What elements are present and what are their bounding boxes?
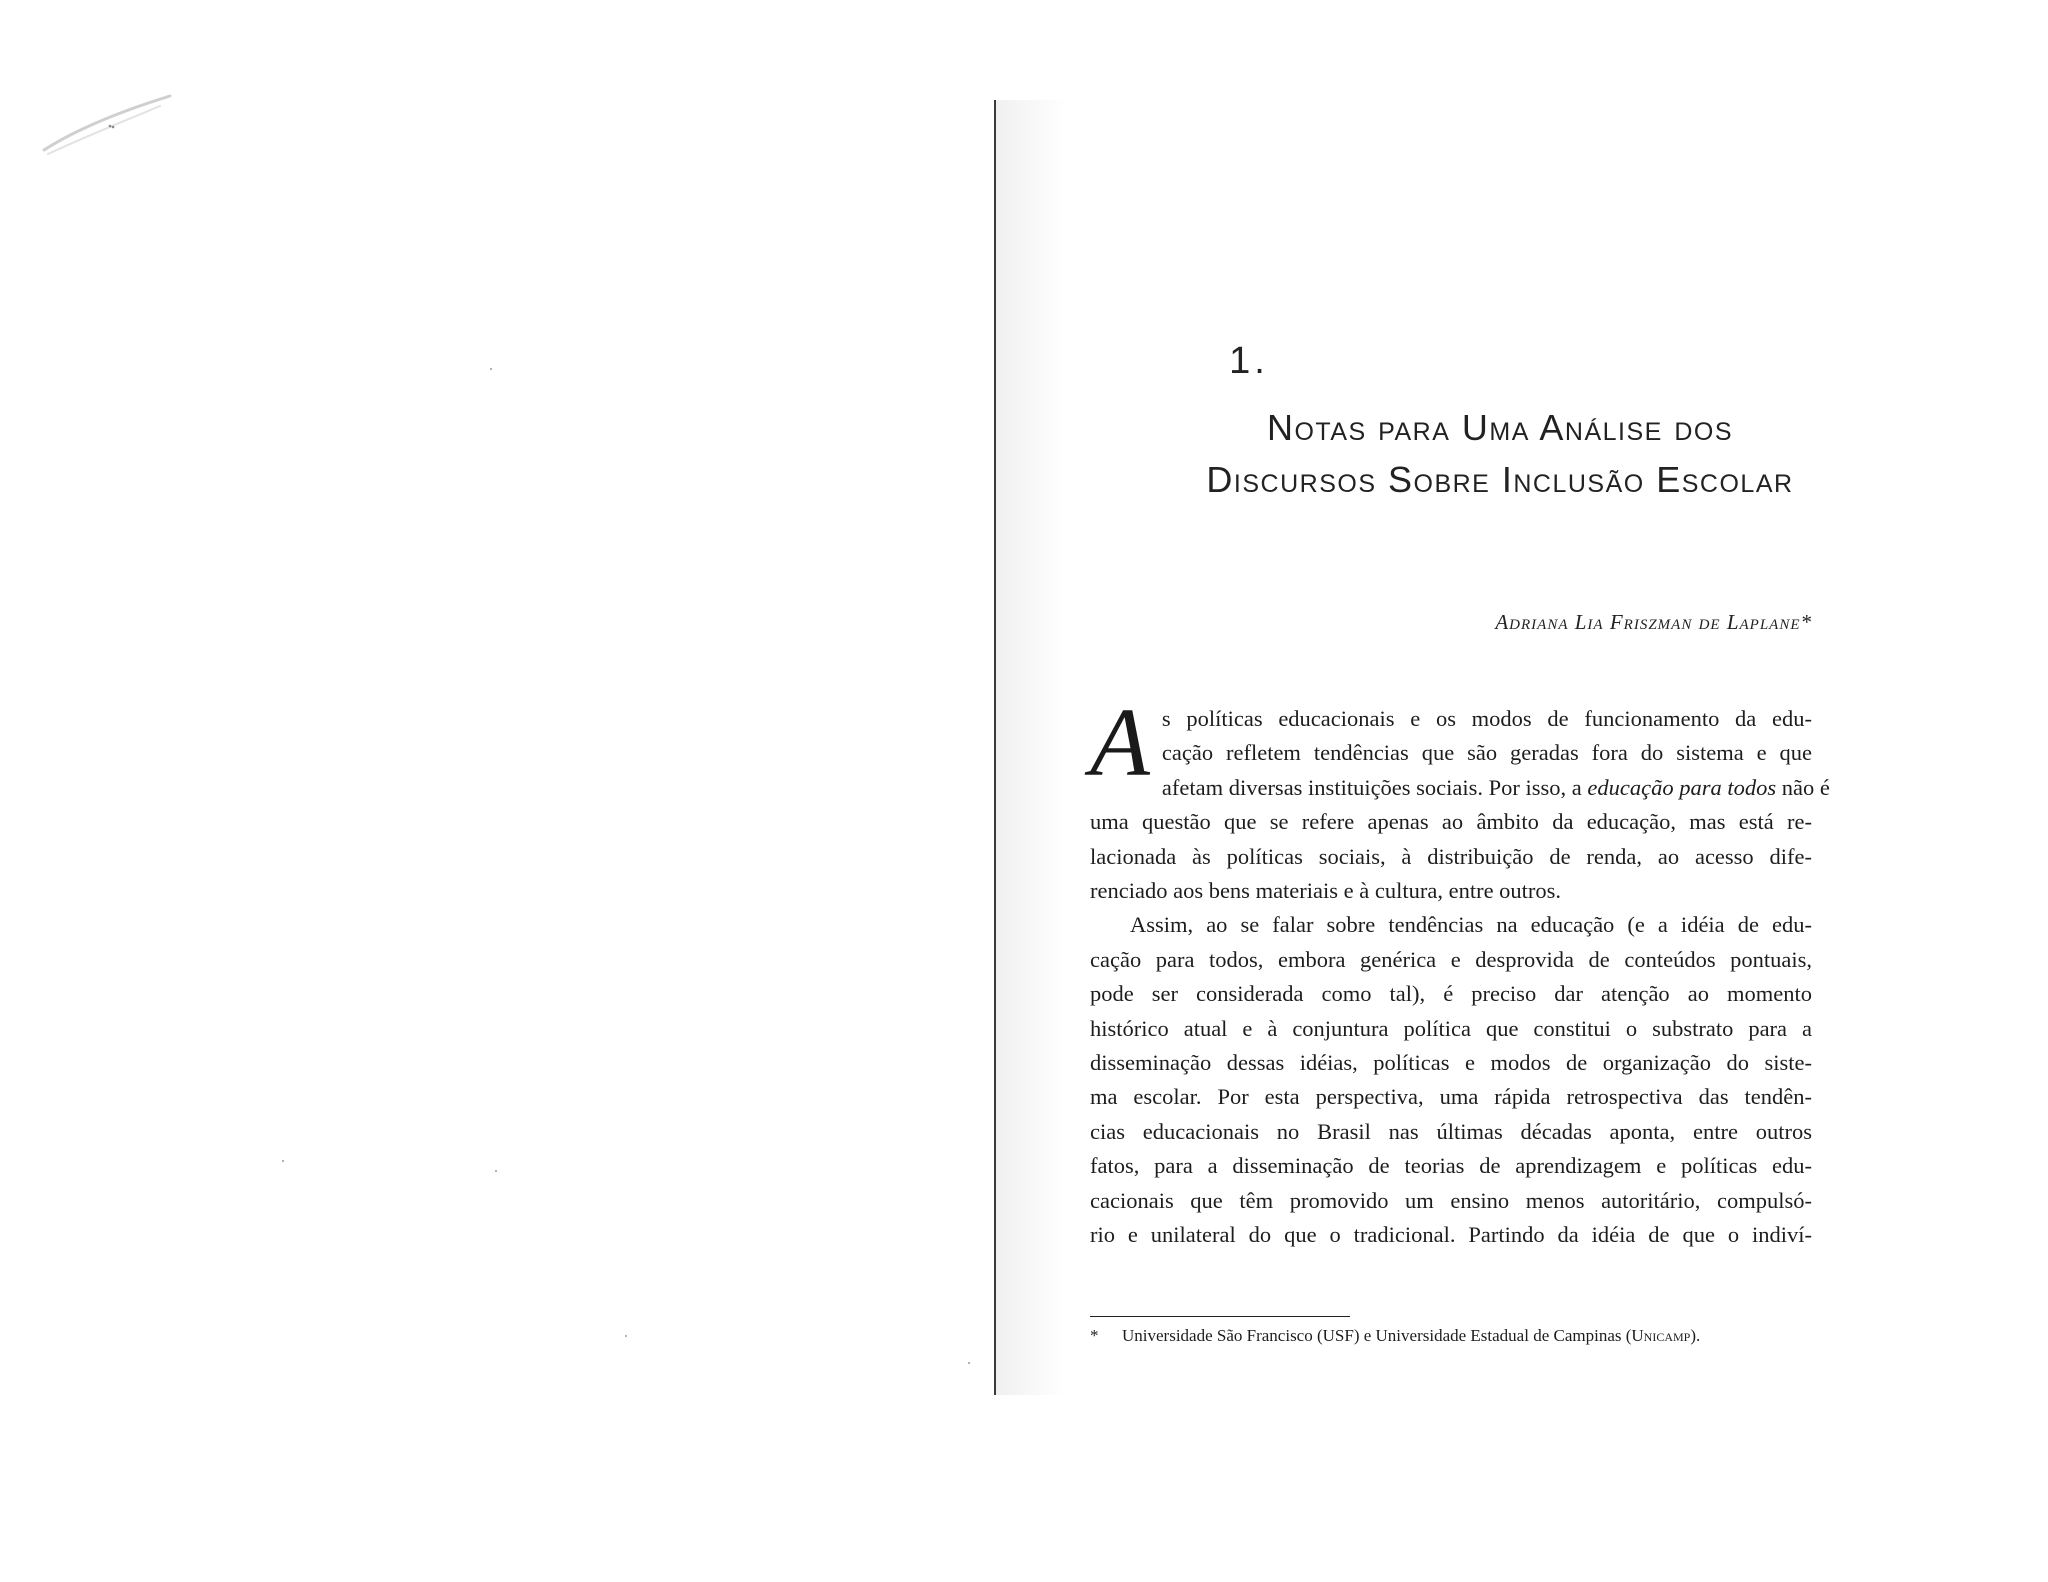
text-line: cação refletem tendências que são geradas fora do sistema e que [1161, 740, 1812, 766]
scan-speck [968, 1362, 970, 1364]
scan-speck [282, 1160, 284, 1162]
scan-speck [495, 1170, 497, 1172]
footnote-divider [1090, 1316, 1350, 1317]
drop-cap: A [1090, 689, 1150, 797]
text-line [1090, 771, 1830, 805]
emphasis-text: educação para todos [1587, 774, 1777, 800]
text-line: cacionais que têm promovido um ensino menos autoritário, compulsó- [1090, 1187, 1812, 1213]
text-line: cação para todos, embora genérica e desprovida de conteúdos pontuais, [1090, 946, 1812, 972]
text-line: pode ser considerada como tal), é preciso dar atenção ao momento [1090, 981, 1812, 1007]
text-run: não é [1776, 774, 1830, 800]
scan-smudge-mark [42, 92, 172, 162]
footnote-abbreviation: Unicamp [1631, 1326, 1691, 1345]
text-line: rio e unilateral do que o tradicional. Partindo da idéia de que o indiví- [1090, 1222, 1812, 1248]
text-line: ma escolar. Por esta perspectiva, uma rápida retrospectiva das tendên- [1090, 1084, 1812, 1110]
paragraph-2 [1090, 908, 1812, 1252]
footnote-close: ). [1690, 1326, 1701, 1345]
chapter-title-line-1: Notas para Uma Análise dos [1266, 407, 1734, 448]
text-line: Assim, ao se falar sobre tendências na educação (e a idéia de edu- [1130, 912, 1812, 938]
chapter-title-line-2: Discursos Sobre Inclusão Escolar [1206, 459, 1794, 500]
text-line: s políticas educacionais e os modos de funcionamento da edu- [1161, 706, 1812, 731]
footnote [1090, 1326, 1812, 1346]
text-line: uma questão que se refere apenas ao âmbito da educação, mas está re- [1090, 809, 1812, 835]
chapter-number: 1. [1229, 340, 1269, 382]
text-line: disseminação dessas idéias, políticas e modos de organização do siste- [1090, 1050, 1812, 1076]
chapter-body [1090, 689, 1830, 1253]
scan-speck [625, 1335, 627, 1337]
text-line: renciado aos bens materiais e à cultura, entre outros. [1090, 878, 1562, 904]
chapter-author: Adriana Lia Friszman de Laplane* [1495, 610, 1812, 634]
text-line: histórico atual e à conjuntura política que constitui o substrato para a [1090, 1015, 1812, 1041]
text-run: afetam diversas instituições sociais. Por isso, a [1161, 774, 1588, 800]
left-page [0, 0, 990, 1582]
text-line: fatos, para a disseminação de teorias de aprendizagem e políticas edu- [1090, 1153, 1812, 1179]
paragraph-1 [1090, 689, 1830, 908]
text-line: lacionada às políticas sociais, à distribuição de renda, ao acesso dife- [1090, 843, 1812, 869]
footnote-mark: * [1090, 1326, 1099, 1345]
footnote-text: Universidade São Francisco (USF) e Universidade Estadual de Campinas ( [1122, 1326, 1632, 1345]
chapter-title [1060, 402, 1940, 506]
text-line: cias educacionais no Brasil nas últimas décadas aponta, entre outros [1090, 1118, 1812, 1144]
